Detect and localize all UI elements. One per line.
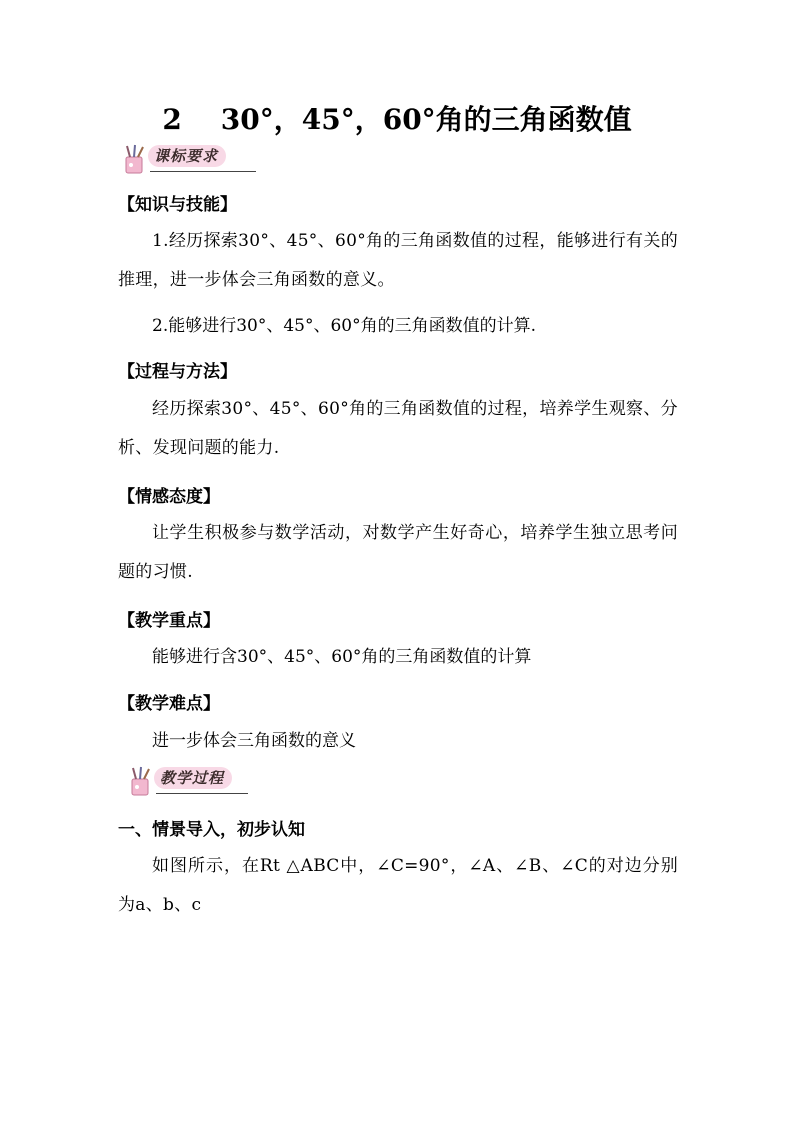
intro-heading: 一、情景导入，初步认知 <box>118 820 305 840</box>
key-point-text: 能够进行含30°、45°、60°角的三角函数值的计算 <box>152 647 532 667</box>
pen-holder-icon <box>124 765 158 799</box>
difficulty-text: 进一步体会三角函数的意义 <box>152 731 356 751</box>
knowledge-heading: 【知识与技能】 <box>118 195 237 215</box>
pen-holder-icon <box>118 143 152 177</box>
attitude-heading: 【情感态度】 <box>118 487 220 507</box>
knowledge-item-2: 2.能够进行30°、45°、60°角的三角函数值的计算. <box>152 316 537 336</box>
method-text: 经历探索30°、45°、60°角的三角函数值的过程，培养学生观察、分析、发现问题的能力. <box>118 399 678 458</box>
standards-banner-underline <box>150 171 256 172</box>
process-banner <box>124 765 254 795</box>
process-banner-underline <box>156 793 248 794</box>
process-banner-label: 教学过程 <box>154 767 232 789</box>
attitude-text: 让学生积极参与数学活动，对数学产生好奇心，培养学生独立思考问题的习惯. <box>118 523 678 582</box>
knowledge-item-1: 1.经历探索30°、45°、60°角的三角函数值的过程，能够进行有关的推理，进一步体会三角函数的意义。 <box>118 231 678 290</box>
standards-banner <box>118 143 248 173</box>
page-title: 2 30°，45°，60°角的三角函数值 <box>162 103 632 136</box>
key-point-heading: 【教学重点】 <box>118 611 220 631</box>
standards-banner-label: 课标要求 <box>148 145 226 167</box>
intro-text: 如图所示，在Rt △ABC中，∠C=90°，∠A、∠B、∠C的对边分别为a、b、c <box>118 856 678 915</box>
difficulty-heading: 【教学难点】 <box>118 694 220 714</box>
method-heading: 【过程与方法】 <box>118 362 237 382</box>
